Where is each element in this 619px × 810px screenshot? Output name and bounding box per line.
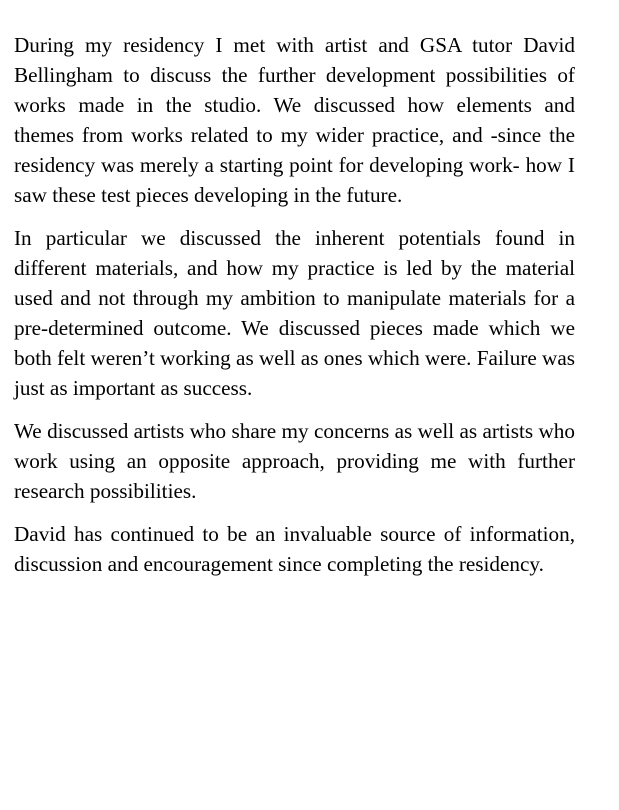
paragraph-ongoing-support: David has continued to be an invaluable source of information, discussion and encouragement since completing the residency. (14, 522, 575, 576)
paragraph-residency-meeting: During my residency I met with artist and GSA tutor David Bellingham to discuss the further development possibilities of works made in the studio. We discussed how elements and themes from works related to my wider practice, and -since the residency was merely a starting point for developing work- how I saw these test pieces developing in the future. (14, 33, 575, 207)
paragraph-artists-discussion: We discussed artists who share my concerns as well as artists who work using an opposite approach, providing me with further research possibilities. (14, 419, 575, 503)
document-body (14, 30, 575, 592)
paragraph-materials-discussion: In particular we discussed the inherent potentials found in different materials, and how my practice is led by the material used and not through my ambition to manipulate materials for a pre-determined outcome. We discussed pieces made which we both felt weren’t working as well as ones which were. Failure was just as important as success. (14, 226, 575, 400)
